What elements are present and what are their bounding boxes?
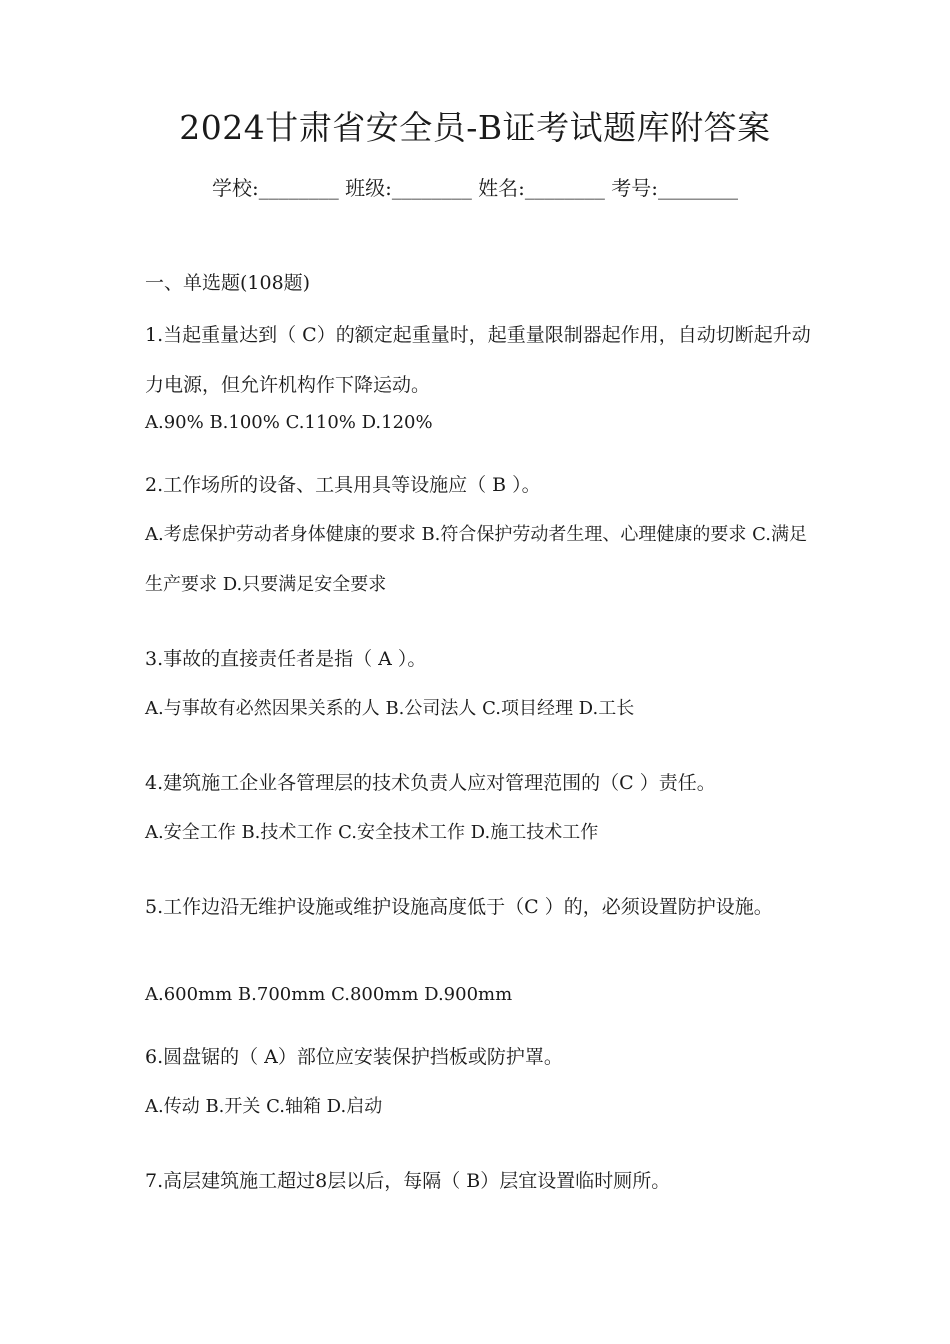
question-3-options: A.与事故有必然因果关系的人 B.公司法人 C.项目经理 D.工长 <box>145 698 635 719</box>
student-info-line: 学校:________ 班级:________ 姓名:________ 考号:________ <box>211 176 739 200</box>
question-6: 6.圆盘锯的（ A）部位应安装保护挡板或防护罩。 <box>145 1046 563 1068</box>
question-7: 7.高层建筑施工超过8层以后，每隔（ B）层宜设置临时厕所。 <box>145 1170 671 1192</box>
question-2-options: A.考虑保护劳动者身体健康的要求 B.符合保护劳动者生理、心理健康的要求 C.满足生产要求 D.只要满足安全要求 <box>145 524 807 595</box>
question-5: 5.工作边沿无维护设施或维护设施高度低于（C ）的，必须设置防护设施。 <box>145 896 773 918</box>
question-6-options: A.传动 B.开关 C.轴箱 D.启动 <box>145 1096 383 1117</box>
question-4: 4.建筑施工企业各管理层的技术负责人应对管理范围的（C ）责任。 <box>145 772 716 794</box>
question-5-options: A.600mm B.700mm C.800mm D.900mm <box>145 984 513 1005</box>
question-4-options: A.安全工作 B.技术工作 C.安全技术工作 D.施工技术工作 <box>145 822 599 843</box>
question-3: 3.事故的直接责任者是指（ A ）。 <box>145 648 427 670</box>
document-title: 2024甘肃省安全员-B证考试题库附答案 <box>179 108 771 147</box>
question-1: 1.当起重量达到（ C）的额定起重量时，起重量限制器起作用，自动切断起升动力电源，但允许机构作下降运动。 <box>145 324 811 396</box>
section-heading: 一、单选题(108题) <box>145 272 311 294</box>
question-1-options: A.90% B.100% C.110% D.120% <box>145 412 433 433</box>
question-2: 2.工作场所的设备、工具用具等设施应（ B ）。 <box>145 474 541 496</box>
